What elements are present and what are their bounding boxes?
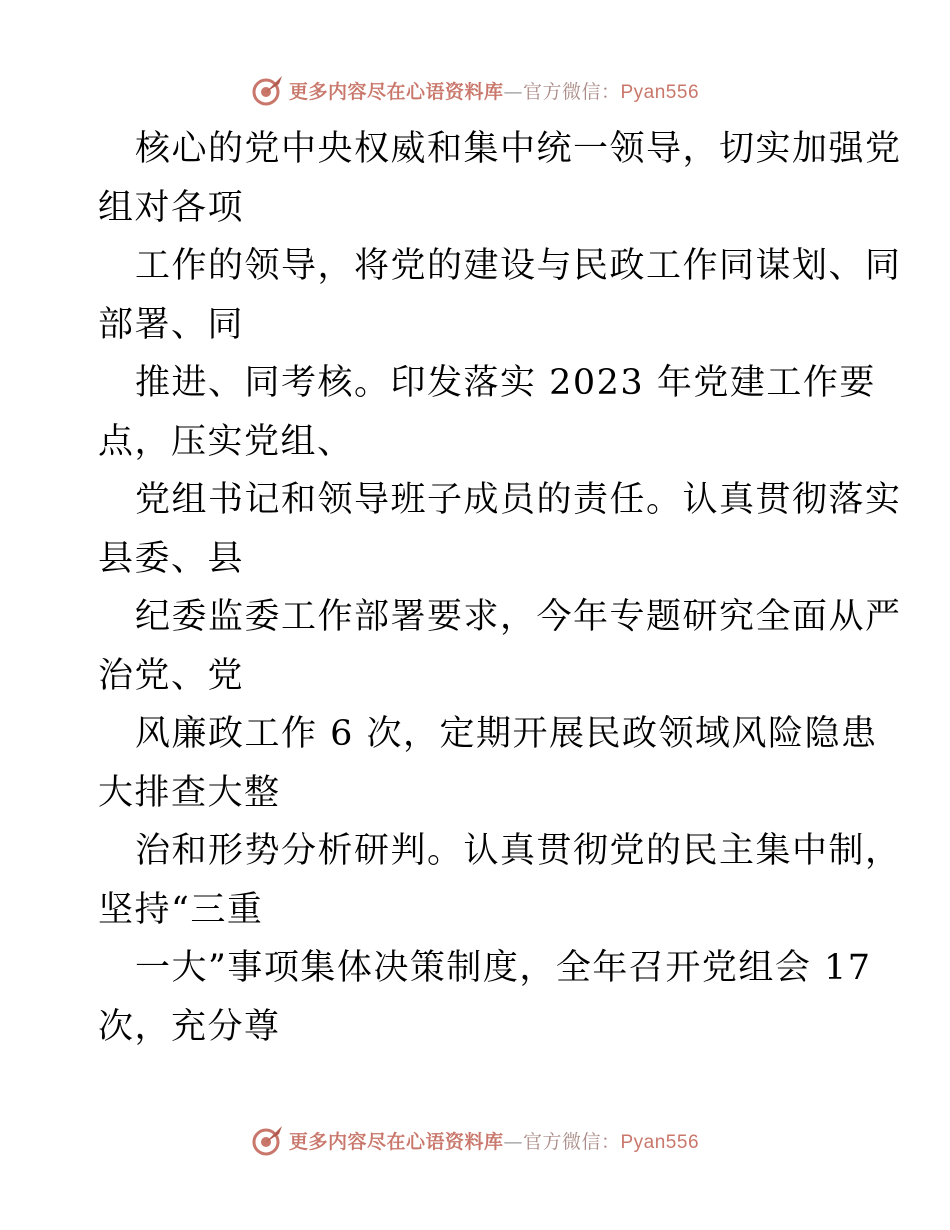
text-line: 县委、县 (98, 538, 245, 579)
watermark-wechat-id: Pyan556 (620, 1131, 700, 1153)
text-line: 点，压实党组、 (98, 421, 354, 462)
text-line: 核心的党中央权威和集中统一领导，切实加强党 (135, 129, 902, 169)
paragraph (98, 471, 902, 588)
text-line: 治和形势分析研判。认真贯彻党的民主集中制， (135, 831, 902, 871)
watermark-wechat-id: Pyan556 (620, 81, 700, 103)
footer-watermark (0, 1120, 950, 1160)
text-line: 风廉政工作 6 次，定期开展民政领域风险隐患 (135, 714, 878, 754)
paragraph (98, 354, 876, 471)
paragraph (98, 939, 872, 1056)
watermark-wechat-label: 官方微信： (522, 1130, 621, 1153)
text-line: 大排查大整 (98, 772, 281, 813)
paragraph (98, 237, 902, 354)
header-watermark (0, 70, 950, 110)
paragraph (98, 588, 902, 705)
text-line: 治党、党 (98, 655, 245, 696)
text-line: 一大”事项集体决策制度，全年召开党组会 17 (135, 948, 872, 988)
text-line: 工作的领导，将党的建设与民政工作同谋划、同 (135, 246, 902, 286)
watermark-title: 更多内容尽在心语资料库 (288, 80, 504, 103)
quill-logo-icon (251, 73, 285, 107)
quill-logo-icon (251, 1123, 285, 1157)
text-line: 纪委监委工作部署要求，今年专题研究全面从严 (135, 597, 902, 637)
paragraph (98, 705, 878, 822)
document-body (98, 120, 902, 1056)
text-line: 次，充分尊 (98, 1006, 281, 1047)
text-line: 坚持“三重 (98, 889, 264, 930)
paragraph (98, 120, 902, 237)
watermark-dash: — (503, 1130, 523, 1153)
watermark-title: 更多内容尽在心语资料库 (288, 1130, 504, 1153)
watermark-dash: — (503, 80, 523, 103)
text-line: 党组书记和领导班子成员的责任。认真贯彻落实 (135, 480, 902, 520)
watermark-wechat-label: 官方微信： (522, 80, 621, 103)
text-line: 部署、同 (98, 304, 245, 345)
text-line: 组对各项 (98, 187, 245, 228)
text-line: 推进、同考核。印发落实 2023 年党建工作要 (135, 363, 876, 403)
paragraph (98, 822, 902, 939)
